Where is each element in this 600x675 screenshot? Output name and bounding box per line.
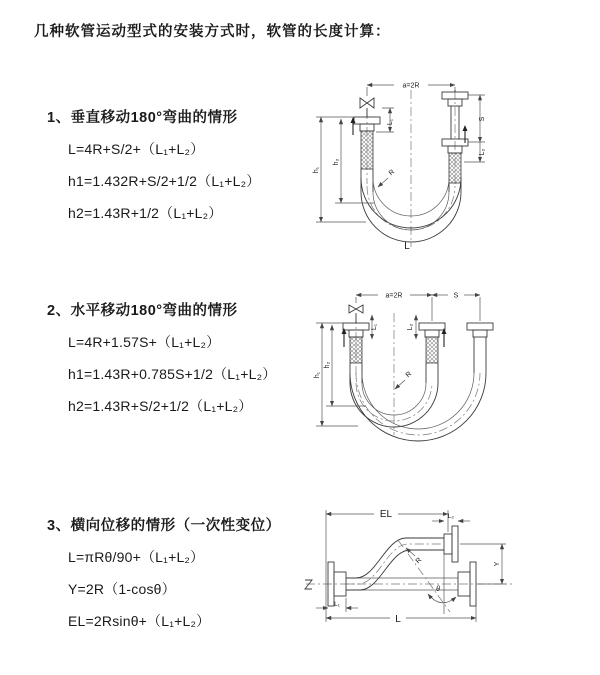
- braided-hose-section: [361, 131, 373, 169]
- angle-theta-construction: [398, 540, 456, 614]
- section-heading: 1、垂直移动180°弯曲的情形: [47, 110, 238, 126]
- movement-arrow-icon: [342, 328, 347, 347]
- middle-end-fitting: [419, 323, 445, 363]
- section-heading: 2、水平移动180°弯曲的情形: [47, 303, 238, 319]
- diagram-horizontal-180-bend: [308, 283, 598, 448]
- dim-label-y: Y: [494, 561, 501, 567]
- dimension-l1: [316, 598, 358, 612]
- dim-label-l2: L₂: [407, 323, 414, 331]
- dim-label-theta: θ: [436, 586, 440, 593]
- extension-lines: [356, 297, 480, 321]
- hose-u-bend-displaced: [350, 337, 486, 441]
- dim-label-l2: L₂: [479, 148, 486, 156]
- formula-L: L=πRθ/90+（L₁+L₂）: [68, 549, 205, 565]
- dim-label-h2: h₂: [333, 158, 340, 166]
- right-flange-displaced: [444, 526, 458, 562]
- dimension-l2: [464, 142, 486, 162]
- formula-L: L=4R+S/2+（L₁+L₂）: [68, 141, 205, 157]
- section-vertical-movement: [47, 106, 260, 223]
- dim-label-h1: h₁: [314, 371, 321, 379]
- dim-label-r: R: [387, 168, 397, 178]
- dim-label-s: S: [453, 292, 459, 300]
- dim-label-r: R: [404, 370, 414, 380]
- dim-label-h1: h₁: [313, 166, 320, 174]
- diagram-lateral-displacement: [298, 498, 598, 638]
- dim-label-a2r: a=2R: [402, 82, 420, 90]
- dimension-l: [326, 606, 476, 625]
- braided-hose-section: [449, 153, 461, 183]
- left-end-fitting: [354, 117, 380, 169]
- dimension-l1: [376, 108, 394, 132]
- dimension-s: [432, 293, 480, 300]
- dim-label-h2: h₂: [324, 361, 331, 369]
- braided-hose-section: [350, 337, 362, 363]
- dimension-l1: [371, 315, 378, 339]
- dim-label-a2r: a=2R: [385, 292, 403, 300]
- right-end-fitting-displaced: [467, 323, 493, 337]
- dim-label-l1: L₁: [371, 323, 378, 331]
- dimension-l2: [407, 315, 416, 339]
- dim-label-l2: L₂: [447, 513, 455, 520]
- movement-arrow-icon: [351, 117, 356, 135]
- dim-label-l: L: [404, 241, 410, 252]
- hose-s-curve: [346, 538, 444, 590]
- formula-h1: h1=1.432R+S/2+1/2（L₁+L₂）: [68, 173, 261, 189]
- dim-label-l1: L₁: [334, 601, 340, 608]
- right-end-fitting-lower: [442, 139, 468, 183]
- formula-L: L=4R+1.57S+（L₁+L₂）: [68, 334, 221, 350]
- braided-hose-section: [426, 337, 438, 363]
- dim-label-el: EL: [379, 509, 393, 520]
- formula-h2: h2=1.43R+1/2（L₁+L₂）: [68, 205, 223, 221]
- section-lateral-displacement: [47, 514, 281, 631]
- page-title: 几种软管运动型式的安装方式时，软管的长度计算：: [34, 24, 391, 40]
- dimension-s: [468, 95, 486, 142]
- formula-h1: h1=1.43R+0.785S+1/2（L₁+L₂）: [68, 366, 277, 382]
- centerline-mark-icon: [305, 580, 312, 589]
- radius-callout: [406, 548, 423, 565]
- formula-Y: Y=2R（1-cosθ）: [68, 581, 176, 597]
- dimension-el: [326, 509, 448, 622]
- diagram-vertical-180-bend: [308, 66, 598, 256]
- radius-callout: [395, 371, 413, 389]
- movement-arrow-icon: [442, 328, 447, 347]
- formula-h2: h2=1.43R+S/2+1/2（L₁+L₂）: [68, 398, 253, 414]
- dimension-h1: [313, 117, 366, 222]
- dim-label-s: S: [479, 116, 486, 122]
- formula-EL: EL=2Rsinθ+（L₁+L₂）: [68, 613, 211, 629]
- dim-label-r: R: [414, 556, 424, 566]
- dim-label-l: L: [395, 614, 401, 625]
- radius-callout: [378, 169, 396, 187]
- valve-icon: [349, 305, 363, 323]
- section-heading: 3、横向位移的情形（一次性变位）: [47, 518, 281, 534]
- dim-label-l1: L₁: [387, 118, 394, 126]
- dimension-a2r: [356, 293, 432, 300]
- section-horizontal-movement: [47, 299, 276, 416]
- dimension-y: [460, 544, 506, 584]
- valve-icon: [360, 98, 374, 117]
- movement-arrow-icon: [463, 125, 468, 143]
